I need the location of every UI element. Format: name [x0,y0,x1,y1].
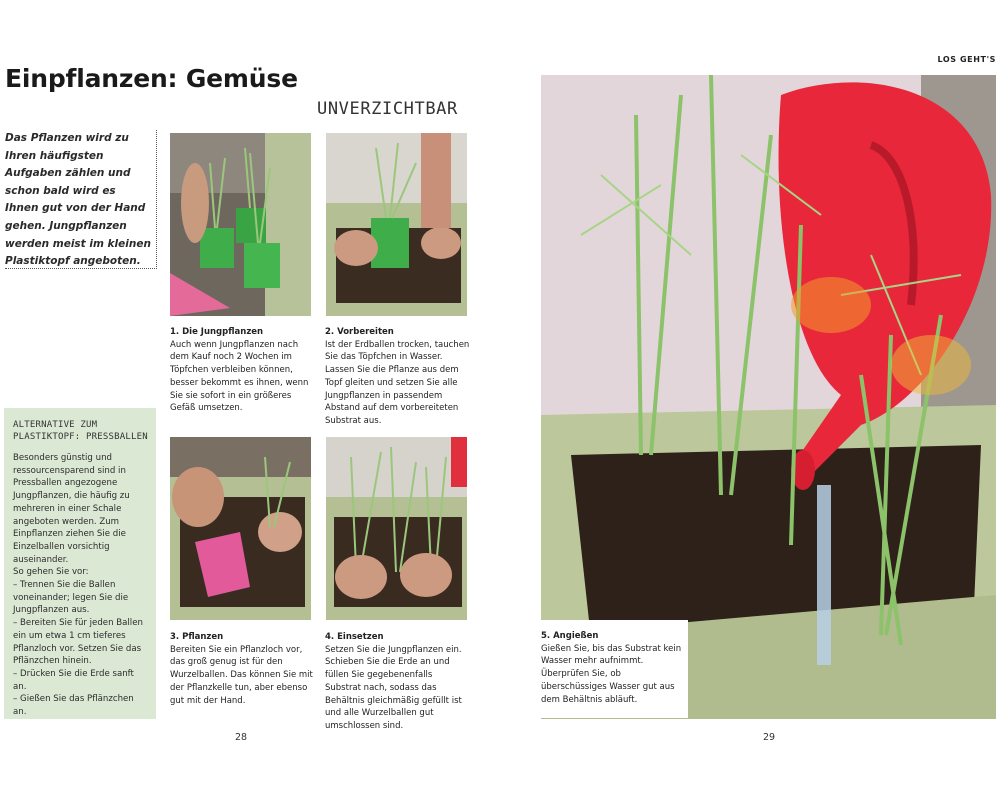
step2-text: Ist der Erdballen trocken, tauchen Sie das Töpfchen in Wasser. Lassen Sie die Pflanze aus dem Topf gleiten und setzen Sie alle Jungpflanzen in passendem Abstand auf dem vorbereiteten Substrat aus. [325,339,470,426]
stamp-label: UNVERZICHTBAR [317,99,458,119]
sidebar-list-item: – Bereiten Sie für jeden Ballen ein um etwa 1 cm tieferes Pflanzloch vor. Setzen Sie das Pflänzchen hinein. [13,618,143,667]
sidebar-paragraph: Besonders günstig und ressourcensparend sind in Pressballen angezogene Jungpflanzen, die häufig zu mehreren in einer Schale angeboten werden. Zum Einpflanzen ziehen Sie die Einzelballen vorsichtig auseinander. [13,453,130,565]
sidebar-list-item: – Drücken Sie die Erde sanft an. [13,668,134,692]
sidebar-list-item: – Trennen Sie die Ballen voneinander; legen Sie die Jungpflanzen aus. [13,580,129,616]
sidebar-heading-line2: PLASTIKTOPF: PRESSBALLEN [13,432,148,442]
step5-title: 5. Angießen [541,631,599,641]
step2-photo [326,133,467,316]
sidebar-box [4,408,156,719]
sidebar-heading-line1: ALTERNATIVE ZUM [13,420,98,430]
step3-title: 3. Pflanzen [170,632,224,642]
step4-text: Setzen Sie die Jungpflanzen ein. Schieben Sie die Erde an und füllen Sie gegebenenfalls Substrat nach, sodass das Behältnis gleichmäßig gefüllt ist und alle Wurzelballen gut umschlossen sind. [325,644,462,731]
step3-photo [170,437,311,620]
page-title: Einpflanzen: Gemüse [5,64,298,93]
sidebar-body [13,452,148,719]
step1-photo [170,133,311,316]
step2-title: 2. Vorbereiten [325,327,394,337]
step2-caption [325,326,470,428]
step3-caption [170,631,315,707]
step5-text: Gießen Sie, bis das Substrat kein Wasser mehr aufnimmt. Überprüfen Sie, ob überschüssiges Wasser gut aus dem Behältnis abläuft. [541,643,682,705]
step4-caption [325,631,470,733]
page-number-left: 28 [235,732,248,743]
step5-caption [541,620,688,718]
sidebar-list-item: – Gießen Sie das Pflänzchen an. [13,694,134,718]
step3-text: Bereiten Sie ein Pflanzloch vor, das groß genug ist für den Wurzelballen. Das können Sie mit der Pflanzkelle tun, aber ebenso gut mit der Hand. [170,644,313,706]
sidebar-list-intro: So gehen Sie vor: [13,567,89,578]
step1-title: 1. Die Jungpflanzen [170,327,264,337]
running-head: LOS GEHT'S [937,55,996,64]
step1-text: Auch wenn Jungpflanzen nach dem Kauf noch 2 Wochen im Töpfchen verbleiben können, besser bekommt es ihnen, wenn Sie sie sofort in ein größeres Gefäß umsetzen. [170,339,309,414]
page-number-right: 29 [763,732,776,743]
step4-title: 4. Einsetzen [325,632,384,642]
intro-text: Das Pflanzen wird zu Ihren häufigsten Aufgaben zählen und schon bald wird es Ihnen gut von der Hand gehen. Jungpflanzen werden meist im kleinen Plastiktopf angeboten. [5,130,157,269]
step4-photo [326,437,467,620]
sidebar-heading [13,419,148,443]
step1-caption [170,326,315,415]
